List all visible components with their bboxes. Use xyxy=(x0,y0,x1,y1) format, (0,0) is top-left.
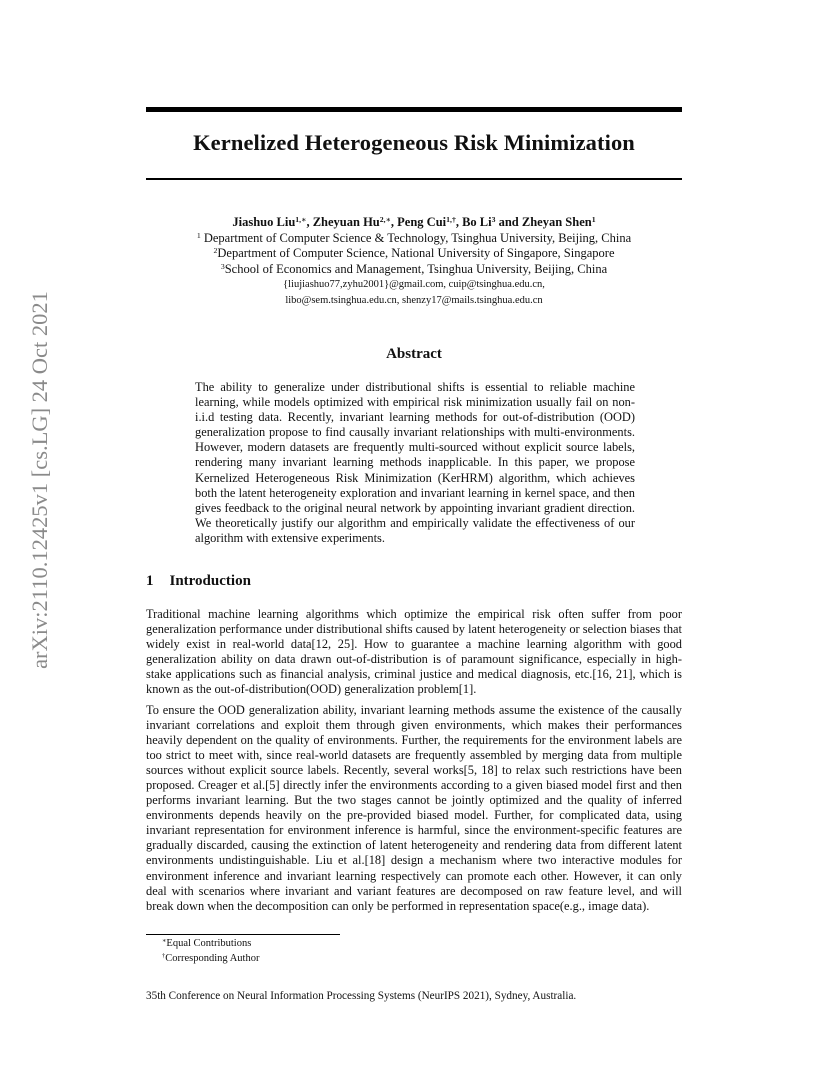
affiliation-mark: 2 xyxy=(213,245,218,255)
abstract-text: The ability to generalize under distributional shifts is essential to reliable machine learning, while models optimized with empirical risk minimization usually fail on non-i.i.d testing data. Recently, invariant learning methods for out-of-distribution (OOD) generalization propose to find causally invariant relationships with multi-environments. However, modern datasets are frequently multi-sourced without explicit source labels, rendering many invariant learning methods inapplicable. In this paper, we propose Kernelized Heterogeneous Risk Minimization (KerHRM) algorithm, which achieves both the latent heterogeneity exploration and invariant learning in kernel space, and then gives feedback to the original neural network by appointing invariant gradient direction. We theoretically justify our algorithm and empirically validate the effectiveness of our algorithm with extensive experiments. xyxy=(195,380,635,545)
author-marks: 1,∗ xyxy=(295,214,307,224)
author-marks: 2,∗ xyxy=(379,214,391,224)
paper-title: Kernelized Heterogeneous Risk Minimization xyxy=(193,130,635,155)
affiliation xyxy=(146,246,682,262)
arxiv-stamp-text: arXiv:2110.12425v1 [cs.LG] 24 Oct 2021 xyxy=(27,291,52,669)
author-marks: 1,† xyxy=(446,214,456,224)
affiliation-text: Department of Computer Science, National University of Singapore, Singapore xyxy=(217,246,615,261)
footnote-text: Corresponding Author xyxy=(165,953,260,964)
arxiv-stamp xyxy=(8,290,72,670)
footnote-rule xyxy=(146,934,340,935)
email-line: {liujiashuo77,zyhu2001}@gmail.com, cuip@tsinghua.edu.cn, xyxy=(283,279,545,291)
footnote-mark: † xyxy=(162,952,166,960)
footnote xyxy=(162,936,259,951)
author-block xyxy=(146,215,682,308)
title-bottom-rule xyxy=(146,178,682,180)
author-list: Jiashuo Liu$^{1,∗}$, Zheyuan $Hu^{2,∗}$, Peng Cui$^{1,\dagger}$, Bo Li$^3$ and Zheyan Shen$^1$ xyxy=(232,214,596,229)
affiliation-text: Department of Computer Science & Technology, Tsinghua University, Beijing, China xyxy=(203,230,632,245)
author-name: Zheyuan Hu xyxy=(312,215,380,229)
author-name: Bo Li xyxy=(462,215,492,229)
footnote-text: Equal Contributions xyxy=(166,938,252,949)
footnote xyxy=(162,951,259,966)
affiliation xyxy=(146,262,682,278)
email-line: libo@sem.tsinghua.edu.cn, shenzy17@mails.tsinghua.edu.cn xyxy=(285,294,543,306)
section-number: 1 xyxy=(146,573,154,589)
author-name: Zheyan Shen xyxy=(521,215,592,229)
author-marks: 3 xyxy=(491,214,496,224)
affiliation-mark: 3 xyxy=(220,261,225,271)
affiliation-text: School of Economics and Management, Tsinghua University, Beijing, China xyxy=(224,261,608,276)
intro-paragraph: To ensure the OOD generalization ability, invariant learning methods assume the existence of the causally invariant correlations and exploit them through given environments, which makes their performances heavily dependent on the quality of environments. Further, the requirements for the environment labels are too strict to meet with, since real-world datasets are frequently assembled by merging data from multiple sources without explicit source labels. Recently, several works[5, 18] to relax such restrictions have been proposed. Creager et al.[5] directly infer the environments according to a given biased model first and then performs invariant learning. But the two stages cannot be jointly optimized and the quality of inferred environments depends heavily on the pre-provided biased model. Further, for complicated data, using invariant representation for environment inference is harmful, since the environment-specific features are gradually discarded, causing the extinction of latent heterogeneity and rendering data from different latent environments undistinguishable. Liu et al.[18] design a mechanism where two interactive modules for environment inference and invariant learning respectively can promote each other. However, it can only deal with scenarios where invariant and variant features are decomposed on raw feature level, and will break down when the decomposition can only be performed in representation space(e.g., image data). xyxy=(146,703,682,913)
title-top-rule xyxy=(146,107,682,112)
section-heading xyxy=(146,573,251,590)
footnotes xyxy=(162,936,259,966)
section-title: Introduction xyxy=(169,573,251,589)
affiliation-mark: 1 xyxy=(196,230,201,240)
author-name: Peng Cui xyxy=(397,215,447,229)
affiliation xyxy=(146,231,682,247)
footnote-mark: ∗ xyxy=(162,937,167,945)
author-name: Jiashuo Liu xyxy=(232,215,296,229)
abstract-heading: Abstract xyxy=(386,346,442,362)
author-marks: 1 xyxy=(591,214,596,224)
intro-paragraph: Traditional machine learning algorithms which optimize the empirical risk often suffer from poor generalization performance under distributional shifts caused by latent heterogeneity or selection biases that widely exist in real-world data[12, 25]. How to guarantee a machine learning algorithm with good generalization ability on data drawn out-of-distribution is of paramount significance, especially in high-stake applications such as financial analysis, criminal justice and medical diagnosis, etc.[16, 21], which is known as the out-of-distribution(OOD) generalization problem[1]. xyxy=(146,607,682,697)
venue-footer: 35th Conference on Neural Information Processing Systems (NeurIPS 2021), Sydney, Australia. xyxy=(146,990,577,1002)
